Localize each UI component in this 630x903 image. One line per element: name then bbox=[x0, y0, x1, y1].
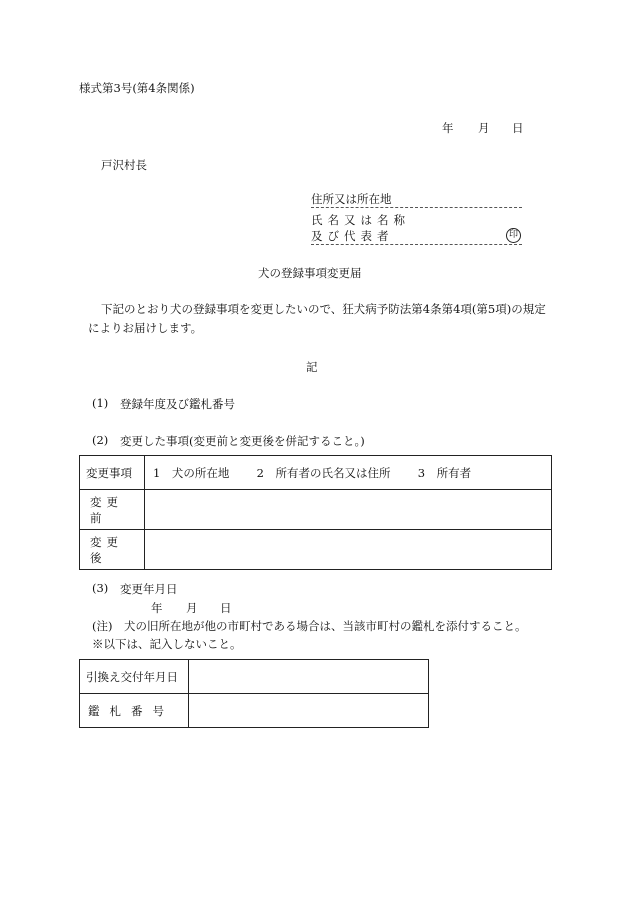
body-line-1: 下記のとおり犬の登録事項を変更したいので、狂犬病予防法第4条第4項(第5項)の規定 bbox=[101, 302, 546, 316]
option-owner-name-address[interactable]: 2 所有者の氏名又は住所 bbox=[256, 465, 391, 480]
tag-number-header: 鑑札番号 bbox=[80, 694, 189, 728]
after-header: 変更後 bbox=[80, 530, 145, 570]
before-row bbox=[80, 490, 552, 530]
change-date-day: 日 bbox=[220, 601, 232, 615]
date-year: 年 bbox=[442, 121, 454, 135]
document-title: 犬の登録事項変更届 bbox=[258, 266, 362, 280]
office-use-table bbox=[79, 659, 429, 728]
tag-number-value[interactable] bbox=[189, 694, 429, 728]
before-value-cell[interactable] bbox=[145, 490, 552, 530]
option-location[interactable]: 1 犬の所在地 bbox=[153, 465, 230, 480]
change-date-month: 月 bbox=[186, 601, 198, 615]
note-do-not-fill: ※以下は、記入しないこと。 bbox=[92, 637, 242, 651]
item2-label: 変更した事項(変更前と変更後を併記すること。) bbox=[120, 434, 365, 448]
after-row bbox=[80, 530, 552, 570]
form-number: 様式第3号(第4条関係) bbox=[79, 81, 195, 95]
before-header: 変更前 bbox=[80, 490, 145, 530]
ki-heading: 記 bbox=[306, 360, 318, 374]
option-owner[interactable]: 3 所有者 bbox=[417, 465, 472, 480]
body-line-2: によりお届けします。 bbox=[88, 321, 203, 335]
exchange-date-row bbox=[80, 660, 429, 694]
after-value-cell[interactable] bbox=[145, 530, 552, 570]
date-day: 日 bbox=[512, 121, 524, 135]
representative-line[interactable] bbox=[311, 228, 522, 245]
note: (注) 犬の旧所在地が他の市町村である場合は、当該市町村の鑑札を添付すること。 bbox=[92, 619, 527, 633]
address-line[interactable] bbox=[311, 191, 522, 208]
exchange-date-value[interactable] bbox=[189, 660, 429, 694]
change-options-cell[interactable] bbox=[145, 456, 552, 490]
change-items-row bbox=[80, 456, 552, 490]
name-label-1: 氏名又は名称 bbox=[311, 213, 410, 227]
item1-number: (1) bbox=[92, 396, 109, 410]
seal-icon: 印 bbox=[506, 228, 521, 243]
item2-number: (2) bbox=[92, 433, 109, 447]
change-date-year: 年 bbox=[151, 601, 163, 615]
item1-label: 登録年度及び鑑札番号 bbox=[120, 397, 235, 411]
name-label-2: 及び代表者 bbox=[311, 229, 394, 243]
address-label: 住所又は所在地 bbox=[311, 192, 392, 206]
change-items-header: 変更事項 bbox=[80, 456, 145, 490]
exchange-date-header: 引換え交付年月日 bbox=[80, 660, 189, 694]
tag-number-row bbox=[80, 694, 429, 728]
date-month: 月 bbox=[478, 121, 490, 135]
change-table bbox=[79, 455, 552, 570]
recipient: 戸沢村長 bbox=[101, 158, 147, 172]
item3-number: (3) bbox=[92, 581, 109, 595]
item3-label: 変更年月日 bbox=[120, 582, 178, 596]
